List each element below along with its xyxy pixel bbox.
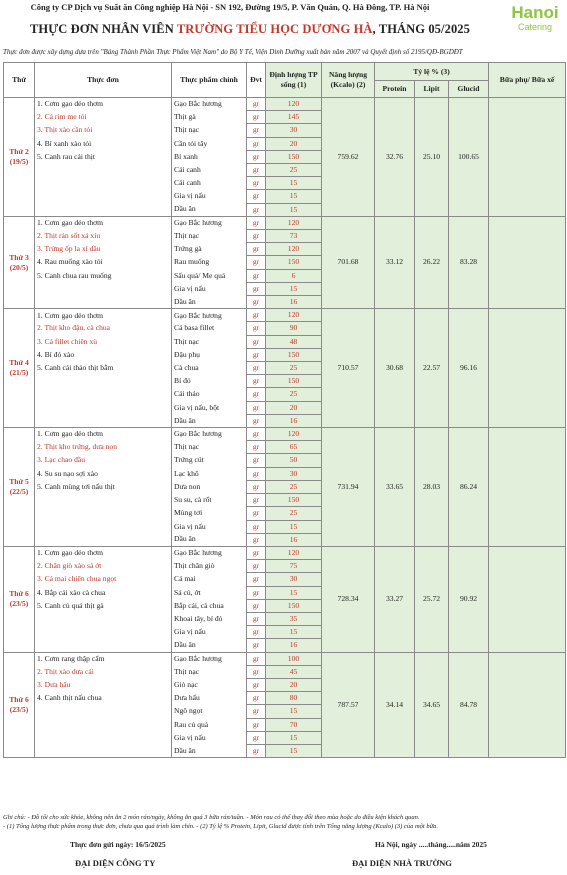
- food-cell: Gạo Bắc hương: [172, 546, 247, 559]
- dish-cell: 4. Bắp cải xào cà chua: [35, 586, 172, 599]
- unit-cell: gr: [247, 282, 266, 295]
- unit-cell: gr: [247, 586, 266, 599]
- dish-cell: [35, 375, 172, 388]
- qty-cell: 20: [266, 401, 322, 414]
- glucid-cell: 84.78: [449, 652, 489, 758]
- col-protein: Protein: [375, 81, 415, 98]
- side-meal-cell: [489, 309, 566, 428]
- qty-cell: 120: [266, 309, 322, 322]
- unit-cell: gr: [247, 348, 266, 361]
- qty-cell: 30: [266, 573, 322, 586]
- unit-cell: gr: [247, 137, 266, 150]
- qty-cell: 30: [266, 124, 322, 137]
- dish-cell: [35, 533, 172, 546]
- food-cell: Gạo Bắc hương: [172, 98, 247, 111]
- dish-cell: [35, 639, 172, 652]
- qty-cell: 15: [266, 520, 322, 533]
- unit-cell: gr: [247, 454, 266, 467]
- qty-cell: 25: [266, 480, 322, 493]
- qty-cell: 45: [266, 665, 322, 678]
- food-cell: Cải thảo: [172, 388, 247, 401]
- food-cell: Cà chua: [172, 362, 247, 375]
- qty-cell: 73: [266, 230, 322, 243]
- unit-cell: gr: [247, 216, 266, 229]
- sent-date: Thực đơn gửi ngày: 16/5/2025: [70, 840, 166, 849]
- glucid-cell: 90.92: [449, 546, 489, 652]
- dish-cell: 3. Dưa hấu: [35, 678, 172, 691]
- unit-cell: gr: [247, 560, 266, 573]
- qty-cell: 150: [266, 494, 322, 507]
- qty-cell: 90: [266, 322, 322, 335]
- unit-cell: gr: [247, 428, 266, 441]
- food-cell: Dầu ăn: [172, 414, 247, 427]
- qty-cell: 15: [266, 626, 322, 639]
- qty-cell: 15: [266, 282, 322, 295]
- dish-cell: [35, 190, 172, 203]
- food-cell: Gạo Bắc hương: [172, 652, 247, 665]
- qty-cell: 50: [266, 454, 322, 467]
- qty-cell: 25: [266, 507, 322, 520]
- energy-cell: 787.57: [322, 652, 375, 758]
- unit-cell: gr: [247, 705, 266, 718]
- unit-cell: gr: [247, 718, 266, 731]
- unit-cell: gr: [247, 401, 266, 414]
- food-cell: Ngô ngọt: [172, 705, 247, 718]
- qty-cell: 120: [266, 546, 322, 559]
- unit-cell: gr: [247, 203, 266, 216]
- note-line-2: - (1) Tổng lượng thực phẩm trong thực đơn, chưa qua quá trình làm chín. - (2) Tỷ lệ % Protein, Lipit, Glucid được tính trên Tổng năng lượng (Kcalo) (3) của một bữa.: [3, 823, 439, 830]
- qty-cell: 120: [266, 98, 322, 111]
- food-cell: Giò nạc: [172, 678, 247, 691]
- qty-cell: 15: [266, 731, 322, 744]
- unit-cell: gr: [247, 639, 266, 652]
- qty-cell: 120: [266, 428, 322, 441]
- qty-cell: 120: [266, 243, 322, 256]
- food-cell: Rau củ quả: [172, 718, 247, 731]
- unit-cell: gr: [247, 150, 266, 163]
- unit-cell: gr: [247, 678, 266, 691]
- unit-cell: gr: [247, 375, 266, 388]
- unit-cell: gr: [247, 230, 266, 243]
- unit-cell: gr: [247, 111, 266, 124]
- col-glucid: Glucid: [449, 81, 489, 98]
- unit-cell: gr: [247, 190, 266, 203]
- energy-cell: 710.57: [322, 309, 375, 428]
- glucid-cell: 83.28: [449, 216, 489, 308]
- dish-cell: [35, 203, 172, 216]
- food-cell: Gia vị nấu: [172, 731, 247, 744]
- qty-cell: 16: [266, 639, 322, 652]
- table-row: [4, 309, 566, 322]
- col-lipid: Lipit: [415, 81, 449, 98]
- dish-cell: [35, 705, 172, 718]
- unit-cell: gr: [247, 626, 266, 639]
- lipid-cell: 25.72: [415, 546, 449, 652]
- food-cell: Gạo Bắc hương: [172, 216, 247, 229]
- unit-cell: gr: [247, 573, 266, 586]
- food-cell: Trứng cút: [172, 454, 247, 467]
- menu-source-note: Thực đơn được xây dựng dựa trên "Bảng Thành Phần Thực Phẩm Việt Nam" do Bộ Y Tế, Viện Dinh Dưỡng xuất bản năm 2007 và Quyết định số 2195/QĐ-BGDĐT: [3, 48, 463, 56]
- dish-cell: 2. Thịt kho trứng, dưa non: [35, 441, 172, 454]
- food-cell: Dầu ăn: [172, 533, 247, 546]
- day-cell: Thứ 2 (19/5): [4, 98, 35, 217]
- qty-cell: 16: [266, 533, 322, 546]
- food-cell: Thịt nạc: [172, 335, 247, 348]
- protein-cell: 33.65: [375, 428, 415, 547]
- protein-cell: 33.12: [375, 216, 415, 308]
- qty-cell: 6: [266, 269, 322, 282]
- col-food: Thực phẩm chính: [172, 63, 247, 98]
- food-cell: Thịt nạc: [172, 665, 247, 678]
- dish-cell: 2. Thịt rán sốt xá xíu: [35, 230, 172, 243]
- dish-cell: [35, 282, 172, 295]
- lipid-cell: 34.65: [415, 652, 449, 758]
- energy-cell: 759.62: [322, 98, 375, 217]
- col-day: Thứ: [4, 63, 35, 98]
- qty-cell: 30: [266, 467, 322, 480]
- food-cell: Rau muống: [172, 256, 247, 269]
- dish-cell: 1. Cơm gạo dẻo thơm: [35, 428, 172, 441]
- dish-cell: 4. Bí xanh xào tỏi: [35, 137, 172, 150]
- qty-cell: 15: [266, 744, 322, 757]
- food-cell: Đậu phụ: [172, 348, 247, 361]
- dish-cell: [35, 507, 172, 520]
- glucid-cell: 100.65: [449, 98, 489, 217]
- dish-cell: 3. Cá mai chiên chua ngọt: [35, 573, 172, 586]
- unit-cell: gr: [247, 494, 266, 507]
- dish-cell: [35, 494, 172, 507]
- food-cell: Dưa non: [172, 480, 247, 493]
- qty-cell: 15: [266, 177, 322, 190]
- qty-cell: 150: [266, 599, 322, 612]
- qty-cell: 15: [266, 586, 322, 599]
- qty-cell: 15: [266, 190, 322, 203]
- dish-cell: 4. Su su nạo sợi xào: [35, 467, 172, 480]
- food-cell: Mùng tơi: [172, 507, 247, 520]
- dish-cell: 3. Cá fillet chiên xù: [35, 335, 172, 348]
- food-cell: Cá mai: [172, 573, 247, 586]
- dish-cell: 2. Cá rim me tỏi: [35, 111, 172, 124]
- unit-cell: gr: [247, 296, 266, 309]
- food-cell: Dưa hấu: [172, 692, 247, 705]
- dish-cell: 2. Chân giò xào sả ớt: [35, 560, 172, 573]
- food-cell: Gạo Bắc hương: [172, 428, 247, 441]
- side-meal-cell: [489, 428, 566, 547]
- table-row: [4, 428, 566, 441]
- food-cell: Thịt nạc: [172, 441, 247, 454]
- unit-cell: gr: [247, 335, 266, 348]
- unit-cell: gr: [247, 388, 266, 401]
- place-date: Hà Nội, ngày .....tháng.....năm 2025: [375, 840, 487, 849]
- food-cell: Gia vị nấu: [172, 282, 247, 295]
- qty-cell: 150: [266, 348, 322, 361]
- unit-cell: gr: [247, 612, 266, 625]
- food-cell: Dầu ăn: [172, 296, 247, 309]
- glucid-cell: 96.16: [449, 309, 489, 428]
- notes: [3, 813, 567, 831]
- dish-cell: 2. Thịt kho đậu, cà chua: [35, 322, 172, 335]
- side-meal-cell: [489, 652, 566, 758]
- dish-cell: 4. Canh thịt nấu chua: [35, 692, 172, 705]
- dish-cell: [35, 164, 172, 177]
- unit-cell: gr: [247, 599, 266, 612]
- day-cell: Thứ 6 (23/5): [4, 546, 35, 652]
- unit-cell: gr: [247, 731, 266, 744]
- unit-cell: gr: [247, 256, 266, 269]
- food-cell: Sấu quả/ Me quả: [172, 269, 247, 282]
- qty-cell: 35: [266, 612, 322, 625]
- dish-cell: [35, 731, 172, 744]
- food-cell: Sả củ, ớt: [172, 586, 247, 599]
- col-ratio: Tỷ lệ % (3): [375, 63, 489, 81]
- food-cell: Khoai tây, bí đỏ: [172, 612, 247, 625]
- qty-cell: 100: [266, 652, 322, 665]
- unit-cell: gr: [247, 124, 266, 137]
- qty-cell: 70: [266, 718, 322, 731]
- food-cell: Dầu ăn: [172, 639, 247, 652]
- lipid-cell: 25.10: [415, 98, 449, 217]
- qty-cell: 16: [266, 414, 322, 427]
- food-cell: Cần tỏi tây: [172, 137, 247, 150]
- unit-cell: gr: [247, 414, 266, 427]
- company-header: Công ty CP Dịch vụ Suất ăn Công nghiệp Hà Nội - SN 192, Đường 19/5, P. Văn Quán, Q. Hà Đông, TP. Hà Nội: [30, 2, 430, 12]
- qty-cell: 25: [266, 164, 322, 177]
- qty-cell: 75: [266, 560, 322, 573]
- note-line-1: Ghi chú: - Đồ tối cho sức khỏe, không nên ăn 2 món rán/ngày, không ăn quá 3 bữa rán/tuần. - Món rau có thể thay đổi theo mùa hoặc do điều kiện khách quan.: [3, 814, 420, 821]
- unit-cell: gr: [247, 309, 266, 322]
- food-cell: Thịt nạc: [172, 230, 247, 243]
- dish-cell: [35, 520, 172, 533]
- food-cell: Trứng gà: [172, 243, 247, 256]
- unit-cell: gr: [247, 480, 266, 493]
- menu-table: [3, 62, 566, 758]
- dish-cell: 5. Canh cải thảo thịt bằm: [35, 362, 172, 375]
- unit-cell: gr: [247, 546, 266, 559]
- dish-cell: 4. Rau muống xào tỏi: [35, 256, 172, 269]
- dish-cell: [35, 296, 172, 309]
- qty-cell: 48: [266, 335, 322, 348]
- school-rep: ĐẠI DIỆN NHÀ TRƯỜNG: [352, 858, 452, 868]
- dish-cell: 5. Canh củ quả thịt gà: [35, 599, 172, 612]
- page-title: THỰC ĐƠN NHÂN VIÊN TRƯỜNG TIỂU HỌC DƯƠNG HÀ, THÁNG 05/2025: [30, 22, 470, 36]
- qty-cell: 150: [266, 150, 322, 163]
- unit-cell: gr: [247, 665, 266, 678]
- dish-cell: [35, 612, 172, 625]
- food-cell: Bí đỏ: [172, 375, 247, 388]
- qty-cell: 20: [266, 137, 322, 150]
- dish-cell: 1. Cơm gạo dẻo thơm: [35, 98, 172, 111]
- qty-cell: 150: [266, 256, 322, 269]
- unit-cell: gr: [247, 520, 266, 533]
- dish-cell: 3. Trứng ốp la xì dầu: [35, 243, 172, 256]
- dish-cell: 1. Cơm rang thập cẩm: [35, 652, 172, 665]
- unit-cell: gr: [247, 322, 266, 335]
- dish-cell: [35, 401, 172, 414]
- qty-cell: 80: [266, 692, 322, 705]
- dish-cell: 5. Canh rau cải thịt: [35, 150, 172, 163]
- food-cell: Dầu ăn: [172, 744, 247, 757]
- food-cell: Bắp cải, cà chua: [172, 599, 247, 612]
- qty-cell: 145: [266, 111, 322, 124]
- col-menu: Thực đơn: [35, 63, 172, 98]
- qty-cell: 65: [266, 441, 322, 454]
- dish-cell: [35, 744, 172, 757]
- food-cell: Thịt nạc: [172, 124, 247, 137]
- food-cell: Gia vị nấu, bột: [172, 401, 247, 414]
- unit-cell: gr: [247, 441, 266, 454]
- food-cell: Bí xanh: [172, 150, 247, 163]
- col-unit: Đvt: [247, 63, 266, 98]
- qty-cell: 120: [266, 216, 322, 229]
- qty-cell: 15: [266, 203, 322, 216]
- col-qty: Định lượng TP sống (1): [266, 63, 322, 98]
- dish-cell: [35, 414, 172, 427]
- dish-cell: 1. Cơm gạo dẻo thơm: [35, 309, 172, 322]
- day-cell: Thứ 4 (21/5): [4, 309, 35, 428]
- food-cell: Thịt chân giò: [172, 560, 247, 573]
- dish-cell: 4. Bí đỏ xào: [35, 348, 172, 361]
- table-row: [4, 98, 566, 111]
- table-row: [4, 652, 566, 665]
- day-cell: Thứ 6 (23/5): [4, 652, 35, 758]
- energy-cell: 701.68: [322, 216, 375, 308]
- dish-cell: 3. Lạc chao đầu: [35, 454, 172, 467]
- qty-cell: 25: [266, 362, 322, 375]
- unit-cell: gr: [247, 362, 266, 375]
- dish-cell: 5. Canh mùng tơi nấu thịt: [35, 480, 172, 493]
- food-cell: Cải canh: [172, 164, 247, 177]
- unit-cell: gr: [247, 507, 266, 520]
- unit-cell: gr: [247, 269, 266, 282]
- dish-cell: [35, 626, 172, 639]
- unit-cell: gr: [247, 177, 266, 190]
- glucid-cell: 86.24: [449, 428, 489, 547]
- qty-cell: 20: [266, 678, 322, 691]
- food-cell: Cải canh: [172, 177, 247, 190]
- side-meal-cell: [489, 546, 566, 652]
- dish-cell: 5. Canh chua rau muống: [35, 269, 172, 282]
- dish-cell: [35, 177, 172, 190]
- unit-cell: gr: [247, 243, 266, 256]
- lipid-cell: 26.22: [415, 216, 449, 308]
- dish-cell: [35, 718, 172, 731]
- day-cell: Thứ 3 (20/5): [4, 216, 35, 308]
- lipid-cell: 28.03: [415, 428, 449, 547]
- dish-cell: 1. Cơm gạo dẻo thơm: [35, 546, 172, 559]
- qty-cell: 16: [266, 296, 322, 309]
- food-cell: Su su, cà rốt: [172, 494, 247, 507]
- unit-cell: gr: [247, 467, 266, 480]
- energy-cell: 731.94: [322, 428, 375, 547]
- col-energy: Năng lượng (Kcalo) (2): [322, 63, 375, 98]
- food-cell: Gia vị nấu: [172, 190, 247, 203]
- dish-cell: [35, 388, 172, 401]
- unit-cell: gr: [247, 744, 266, 757]
- energy-cell: 728.34: [322, 546, 375, 652]
- table-row: [4, 216, 566, 229]
- food-cell: Gạo Bắc hương: [172, 309, 247, 322]
- protein-cell: 33.27: [375, 546, 415, 652]
- unit-cell: gr: [247, 533, 266, 546]
- unit-cell: gr: [247, 98, 266, 111]
- protein-cell: 32.76: [375, 98, 415, 217]
- food-cell: Cá basa fillet: [172, 322, 247, 335]
- table-row: [4, 546, 566, 559]
- company-rep: ĐẠI DIỆN CÔNG TY: [75, 858, 156, 868]
- food-cell: Gia vị nấu: [172, 626, 247, 639]
- unit-cell: gr: [247, 164, 266, 177]
- hanoi-catering-logo: Hanoi Catering: [511, 3, 559, 32]
- dish-cell: 1. Cơm gạo dẻo thơm: [35, 216, 172, 229]
- food-cell: Dầu ăn: [172, 203, 247, 216]
- qty-cell: 150: [266, 375, 322, 388]
- qty-cell: 25: [266, 388, 322, 401]
- protein-cell: 30.68: [375, 309, 415, 428]
- protein-cell: 34.14: [375, 652, 415, 758]
- day-cell: Thứ 5 (22/5): [4, 428, 35, 547]
- dish-cell: 2. Thịt xào dưa cải: [35, 665, 172, 678]
- unit-cell: gr: [247, 692, 266, 705]
- side-meal-cell: [489, 98, 566, 217]
- lipid-cell: 22.57: [415, 309, 449, 428]
- food-cell: Gia vị nấu: [172, 520, 247, 533]
- food-cell: Lạc khô: [172, 467, 247, 480]
- side-meal-cell: [489, 216, 566, 308]
- dish-cell: 3. Thịt xào cần tỏi: [35, 124, 172, 137]
- unit-cell: gr: [247, 652, 266, 665]
- qty-cell: 15: [266, 705, 322, 718]
- col-side: Bữa phụ/ Bữa xế: [489, 63, 566, 98]
- food-cell: Thịt gà: [172, 111, 247, 124]
